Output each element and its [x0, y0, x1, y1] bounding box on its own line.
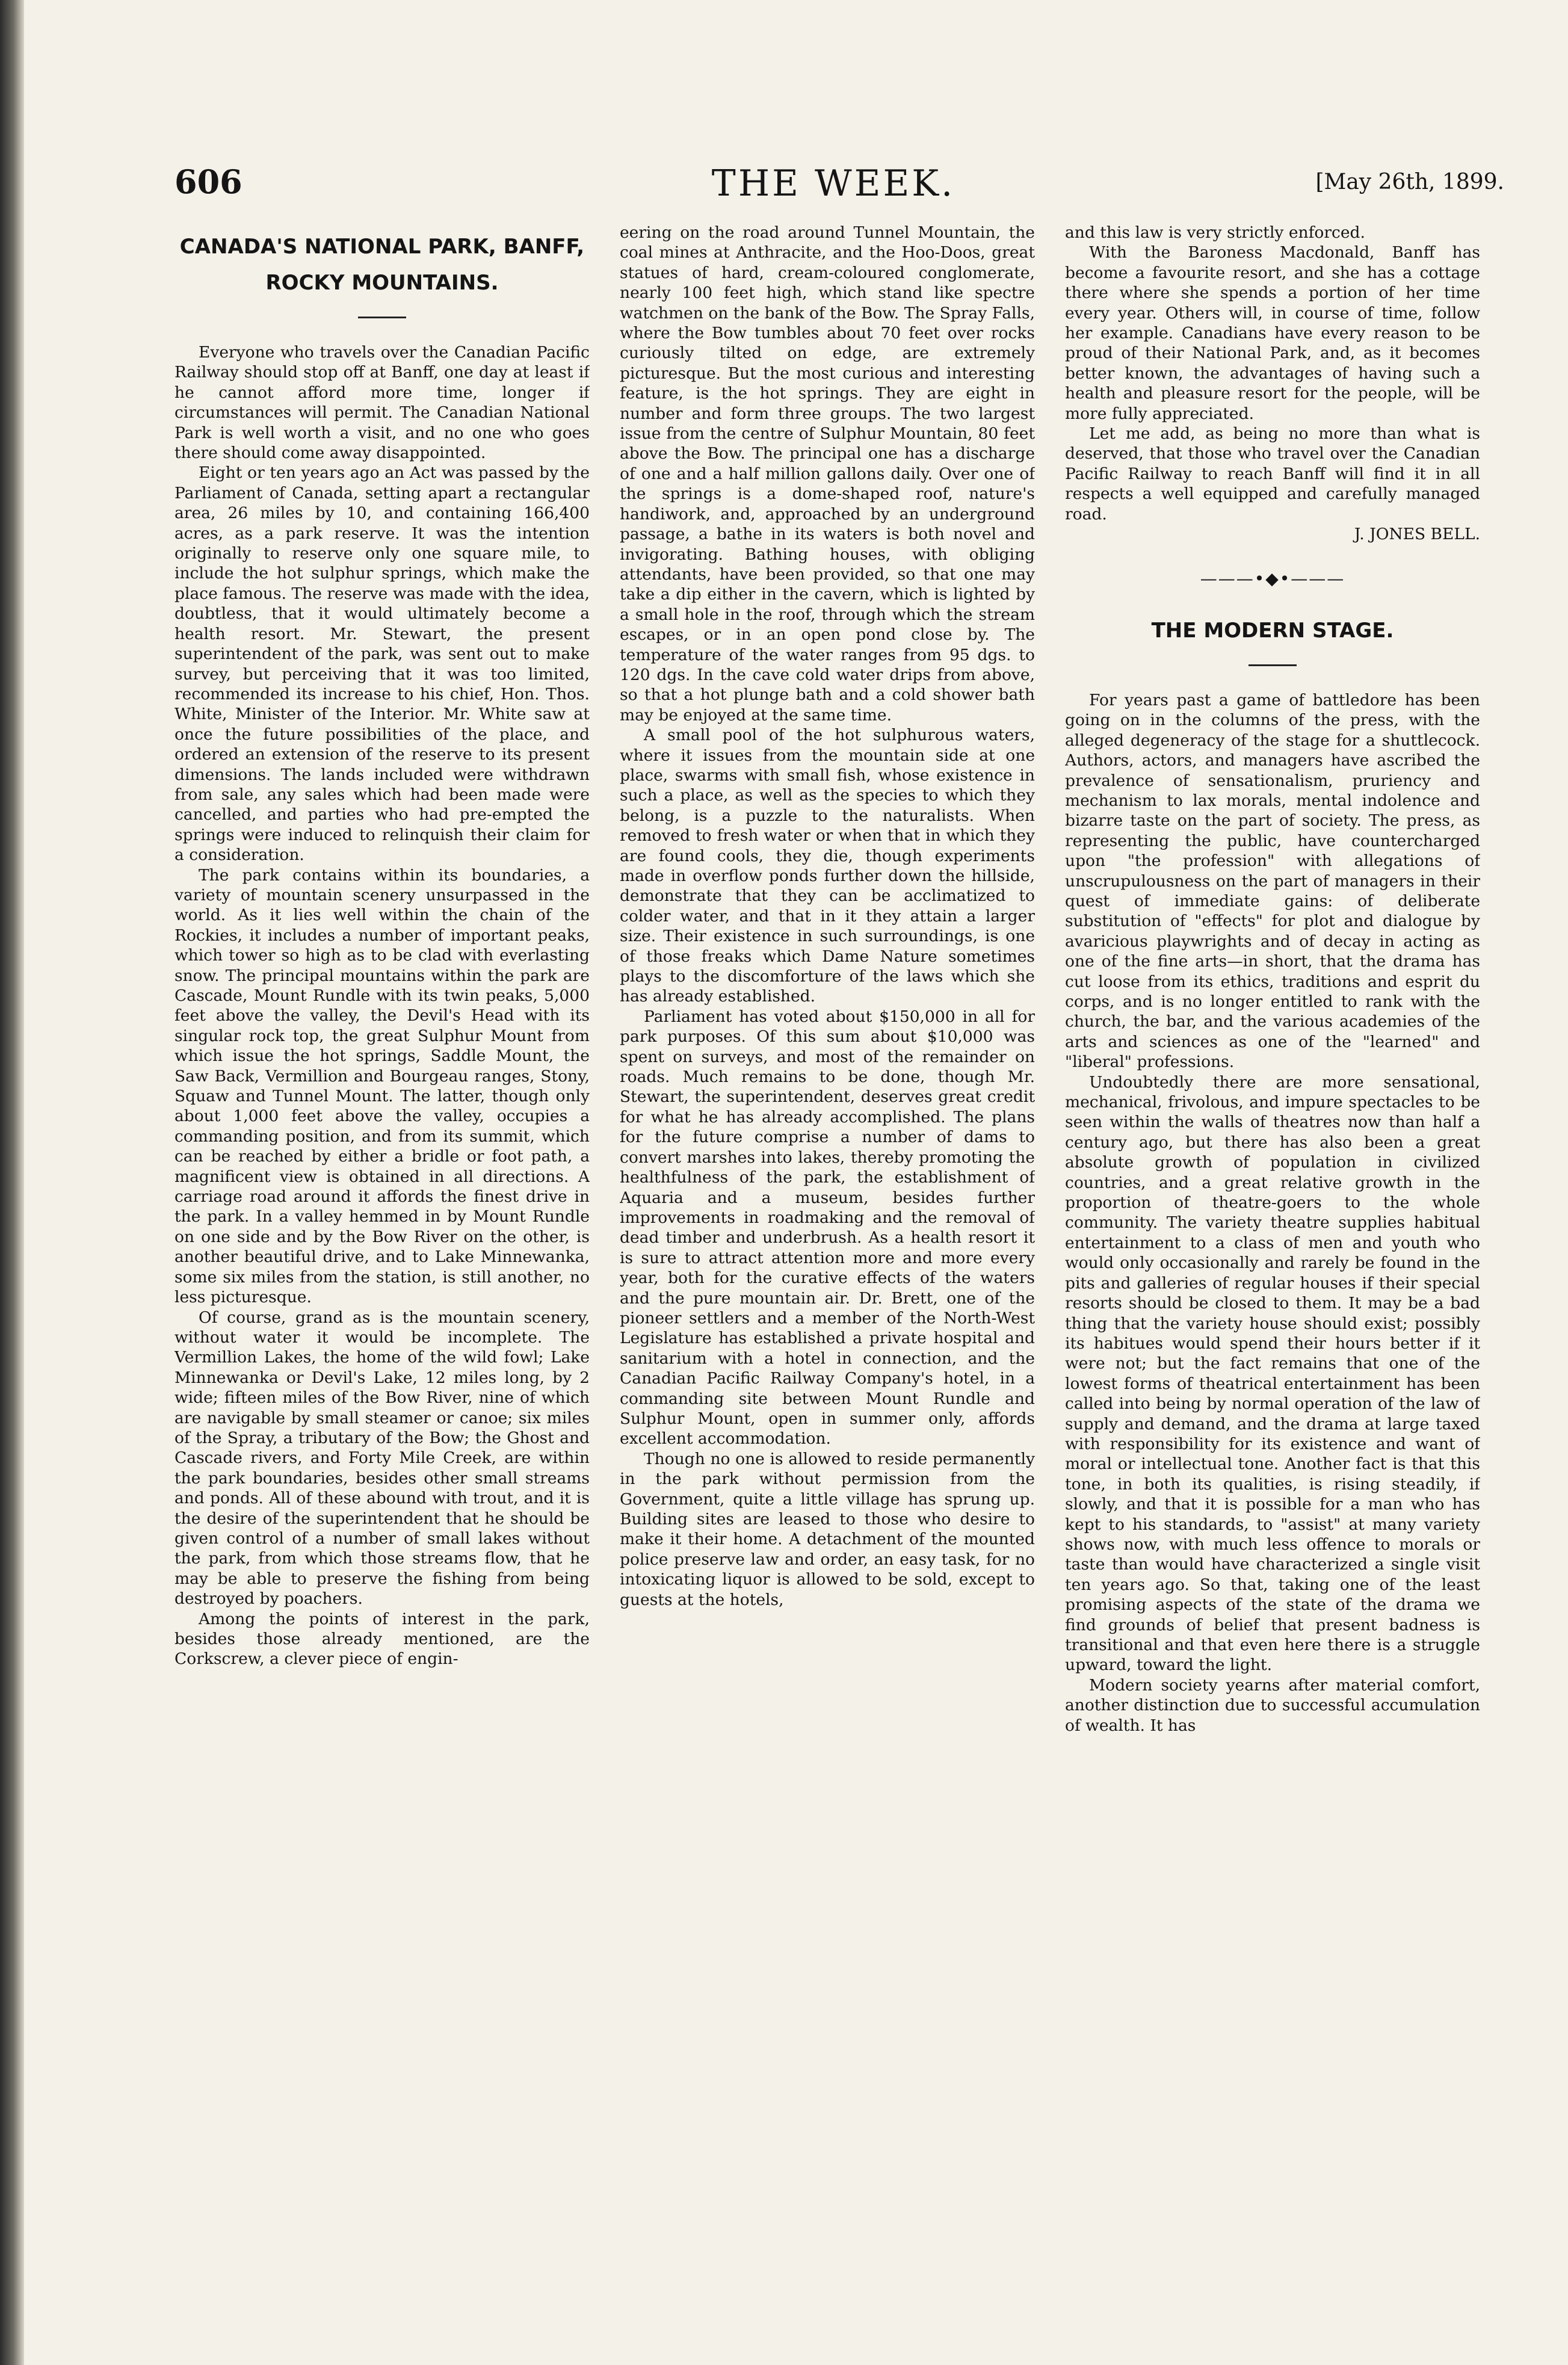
paragraph: Parliament has voted about $150,000 in all for park purposes. Of this sum about $10,000 was spent on surveys, and most of the remainder on roads. Much remains to be done, though Mr. Stewart, the superintendent, deserves great credit for what he has already accomplished. The plans for the future comprise a number of dams to convert marshes into lakes, thereby promoting the healthfulness of the park, the establishment of Aquaria and a museum, besides further improvements in roadmaking and the removal of dead timber and underbrush. As a health resort it is sure to attract attention more and more every year, both for the curative effects of the waters and the pure mountain air. Dr. Brett, one of the pioneer settlers and a member of the North-West Legislature has established a private hospital and sanitarium with a hotel in connection, and the Canadian Pacific Railway Company's hotel, in a commanding site between Mount Rundle and Sulphur Mount, open in summer only, affords excellent accommodation. [620, 1007, 1035, 1448]
paragraph: Among the points of interest in the park, besides those already mentioned, are the Corkscrew, a clever piece of engin- [174, 1609, 590, 1669]
article-title-line-1: CANADA'S NATIONAL PARK, BANFF, [179, 235, 585, 259]
paragraph: Eight or ten years ago an Act was passed by the Parliament of Canada, setting apart a rectangular area, 26 miles by 10, and containing 166,400 acres, as a park reserve. It was the intention originally to reserve only one square mile, to include the hot sulphur springs, which make the place famous. The reserve was made with the idea, doubtless, that it would ultimately become a health resort. Mr. Stewart, the present superintendent of the park, was sent out to make survey, but perceiving that it was too limited, recommended its increase to his chief, Hon. Thos. White, Minister of the Interior. Mr. White saw at once the future possibilities of the place, and ordered an extension of the reserve to its present dimensions. The lands included were withdrawn from sale, any sales which had been made were cancelled, and parties who had pre-empted the springs were induced to relinquish their claim for a consideration. [174, 463, 590, 865]
paragraph: Modern society yearns after material comfort, another distinction due to successful accumulation of wealth. It has [1065, 1675, 1480, 1735]
title-rule [358, 317, 406, 318]
paragraph: Everyone who travels over the Canadian Pacific Railway should stop off at Banff, one day at least if he cannot afford more time, longer if circumstances will permit. The Canadian National Park is well worth a visit, and no one who goes there should come away disappointed. [174, 343, 590, 463]
article-columns [162, 223, 1504, 2317]
paragraph: Though no one is allowed to reside permanently in the park without permission from the Government, quite a little village has sprung up. Building sites are leased to those who desire to make it their home. A detachment of the mounted police preserve law and order, an easy task, for no intoxicating liquor is allowed to be sold, except to guests at the hotels, [620, 1449, 1035, 1609]
newspaper-page [162, 156, 1504, 2323]
paragraph-continued: and this law is very strictly enforced. [1065, 223, 1365, 242]
column-1 [174, 223, 590, 2317]
paragraph-continued: eering on the road around Tunnel Mountain, the coal mines at Anthracite, and the Hoo-Doos, great statues of hard, cream-coloured conglomerate, nearly 100 feet high, which stand like spectre watchmen on the bank of the Bow. The Spray Falls, where the Bow tumbles about 70 feet over rocks curiously tilted on edge, are extremely picturesque. But the most curious and interesting feature, is the hot springs. They are eight in number and form three groups. The two largest issue from the centre of Sulphur Mountain, 80 feet above the Bow. The principal one has a discharge of one and a half million gallons daily. Over one of the springs is a dome-shaped roof, nature's handiwork, and, approached by an underground passage, a bathe in its waters is both novel and invigorating. Bathing houses, with obliging attendants, have been provided, so that one may take a dip either in the cavern, which is lighted by a small hole in the roof, through which the stream escapes, or in an open pond close by. The temperature of the water ranges from 95 dgs. to 120 dgs. In the cave cold water drips from above, so that a hot plunge bath and a cold shower bath may be enjoyed at the same time. [620, 223, 1035, 725]
article-title-banff [174, 229, 590, 301]
book-binding-shadow [0, 0, 24, 2365]
title-rule [1249, 664, 1297, 666]
paragraph: Of course, grand as is the mountain scenery, without water it would be incomplete. The Vermillion Lakes, the home of the wild fowl; Lake Minnewanka or Devil's Lake, 12 miles long, by 2 wide; fifteen miles of the Bow River, nine of which are navigable by small steamer or canoe; six miles of the Spray, a tributary of the Bow; the Ghost and Cascade rivers, and Forty Mile Creek, are within the park boundaries, besides other small streams and ponds. All of these abound with trout, and it is the desire of the superintendent that he should be given control of a number of small lakes without the park, from which those streams flow, that he may be able to preserve the fishing from being destroyed by poachers. [174, 1308, 590, 1609]
article-title-modern-stage: THE MODERN STAGE. [1151, 618, 1394, 643]
author-signature: J. JONES BELL. [1354, 525, 1480, 544]
running-head [162, 156, 1504, 229]
column-2 [620, 223, 1035, 2317]
issue-date: [May 26th, 1899. [1315, 170, 1504, 194]
paragraph: A small pool of the hot sulphurous waters, where it issues from the mountain side at one place, swarms with small fish, whose existence in such a place, as well as the species to which they belong, is a puzzle to the naturalists. When removed to fresh water or when that in which they are found cools, they die, though experiments made in overflow ponds further down the hillside, demonstrate that they can be acclimatized to colder water, and that in it they attain a larger size. Their existence in such surroundings, is one of those freaks which Dame Nature sometimes plays to the discomforture of the laws which she has already established. [620, 726, 1035, 1006]
journal-title: THE WEEK. [711, 162, 955, 205]
article-title-line-2: ROCKY MOUNTAINS. [265, 271, 499, 295]
column-3 [1065, 223, 1480, 2317]
paragraph: For years past a game of battledore has been going on in the columns of the press, with the alleged degeneracy of the stage for a shuttlecock. Authors, actors, and managers have ascribed the prevalence of sensationalism, pruriency and mechanism to lax morals, mental indolence and bizarre taste on the part of society. The press, as representing the public, have countercharged upon "the profession" with allegations of unscrupulousness on the part of managers in their quest of immediate gains: of deliberate substitution of "effects" for plot and dialogue by avaricious playwrights and of decay in acting as one of the fine arts—in short, that the drama has cut loose from its ethics, traditions and esprit du corps, and is no longer entitled to rank with the church, the bar, and the various academies of the arts and sciences as one of the "learned" and "liberal" professions. [1065, 690, 1480, 1072]
paragraph: Undoubtedly there are more sensational, mechanical, frivolous, and impure spectacles to be seen within the walls of theatres now than half a century ago, but there has also been a great absolute growth of population in civilized countries, and a great relative growth in the proportion of theatre-goers to the whole community. The variety theatre supplies habitual entertainment to a class of men and youth who would only occasionally and rarely be found in the pits and galleries of regular houses if their special resorts should be closed to them. It may be a bad thing that the variety house should exist; possibly its habitues would spend their hours better if it were not; but the fact remains that one of the lowest forms of theatrical entertainment has been called into being by normal operation of the law of supply and demand, and the drama at large taxed with responsibility for its existence and want of moral or intellectual tone. Another fact is that this tone, in both its qualities, is rising steadily, if slowly, and that it is possible for a man who has kept to his standards, to "assist" at many variety shows now, with much less offence to morals or taste than would have characterized a single visit ten years ago. So that, taking one of the least promising aspects of the state of the drama we find grounds of belief that present badness is transitional and that even here there is a struggle upward, toward the light. [1065, 1072, 1480, 1675]
paragraph: The park contains within its boundaries, a variety of mountain scenery unsurpassed in the world. As it lies well within the chain of the Rockies, it includes a number of important peaks, which tower so high as to be clad with everlasting snow. The principal mountains within the park are Cascade, Mount Rundle with its twin peaks, 5,000 feet above the valley, the Devil's Head with its singular rock top, the great Sulphur Mount from which issue the hot springs, Saddle Mount, the Saw Back, Vermillion and Bourgeau ranges, Stony, Squaw and Tunnel Mount. The latter, though only about 1,000 feet above the valley, occupies a commanding position, and from its summit, which can be reached by either a bridle or foot path, a magnificent view is obtained in all directions. A carriage road around it affords the finest drive in the park. In a valley hemmed in by Mount Rundle on one side and by the Bow River on the other, is another beautiful drive, and to Lake Minnewanka, some six miles from the station, is still another, no less picturesque. [174, 865, 590, 1307]
section-ornament: ———•◆•——— [1200, 568, 1345, 589]
page-number: 606 [174, 162, 242, 201]
paragraph: With the Baroness Macdonald, Banff has become a favourite resort, and she has a cottage there where she spends a portion of her time every year. Others will, in course of time, follow her example. Canadians have every reason to be proud of their National Park, and, as it becomes better known, the advantages of having such a health and pleasure resort for the people, will be more fully appreciated. [1065, 243, 1480, 423]
paragraph: Let me add, as being no more than what is deserved, that those who travel over the Canadian Pacific Railway to reach Banff will find it in all respects a well equipped and carefully managed road. [1065, 424, 1480, 524]
